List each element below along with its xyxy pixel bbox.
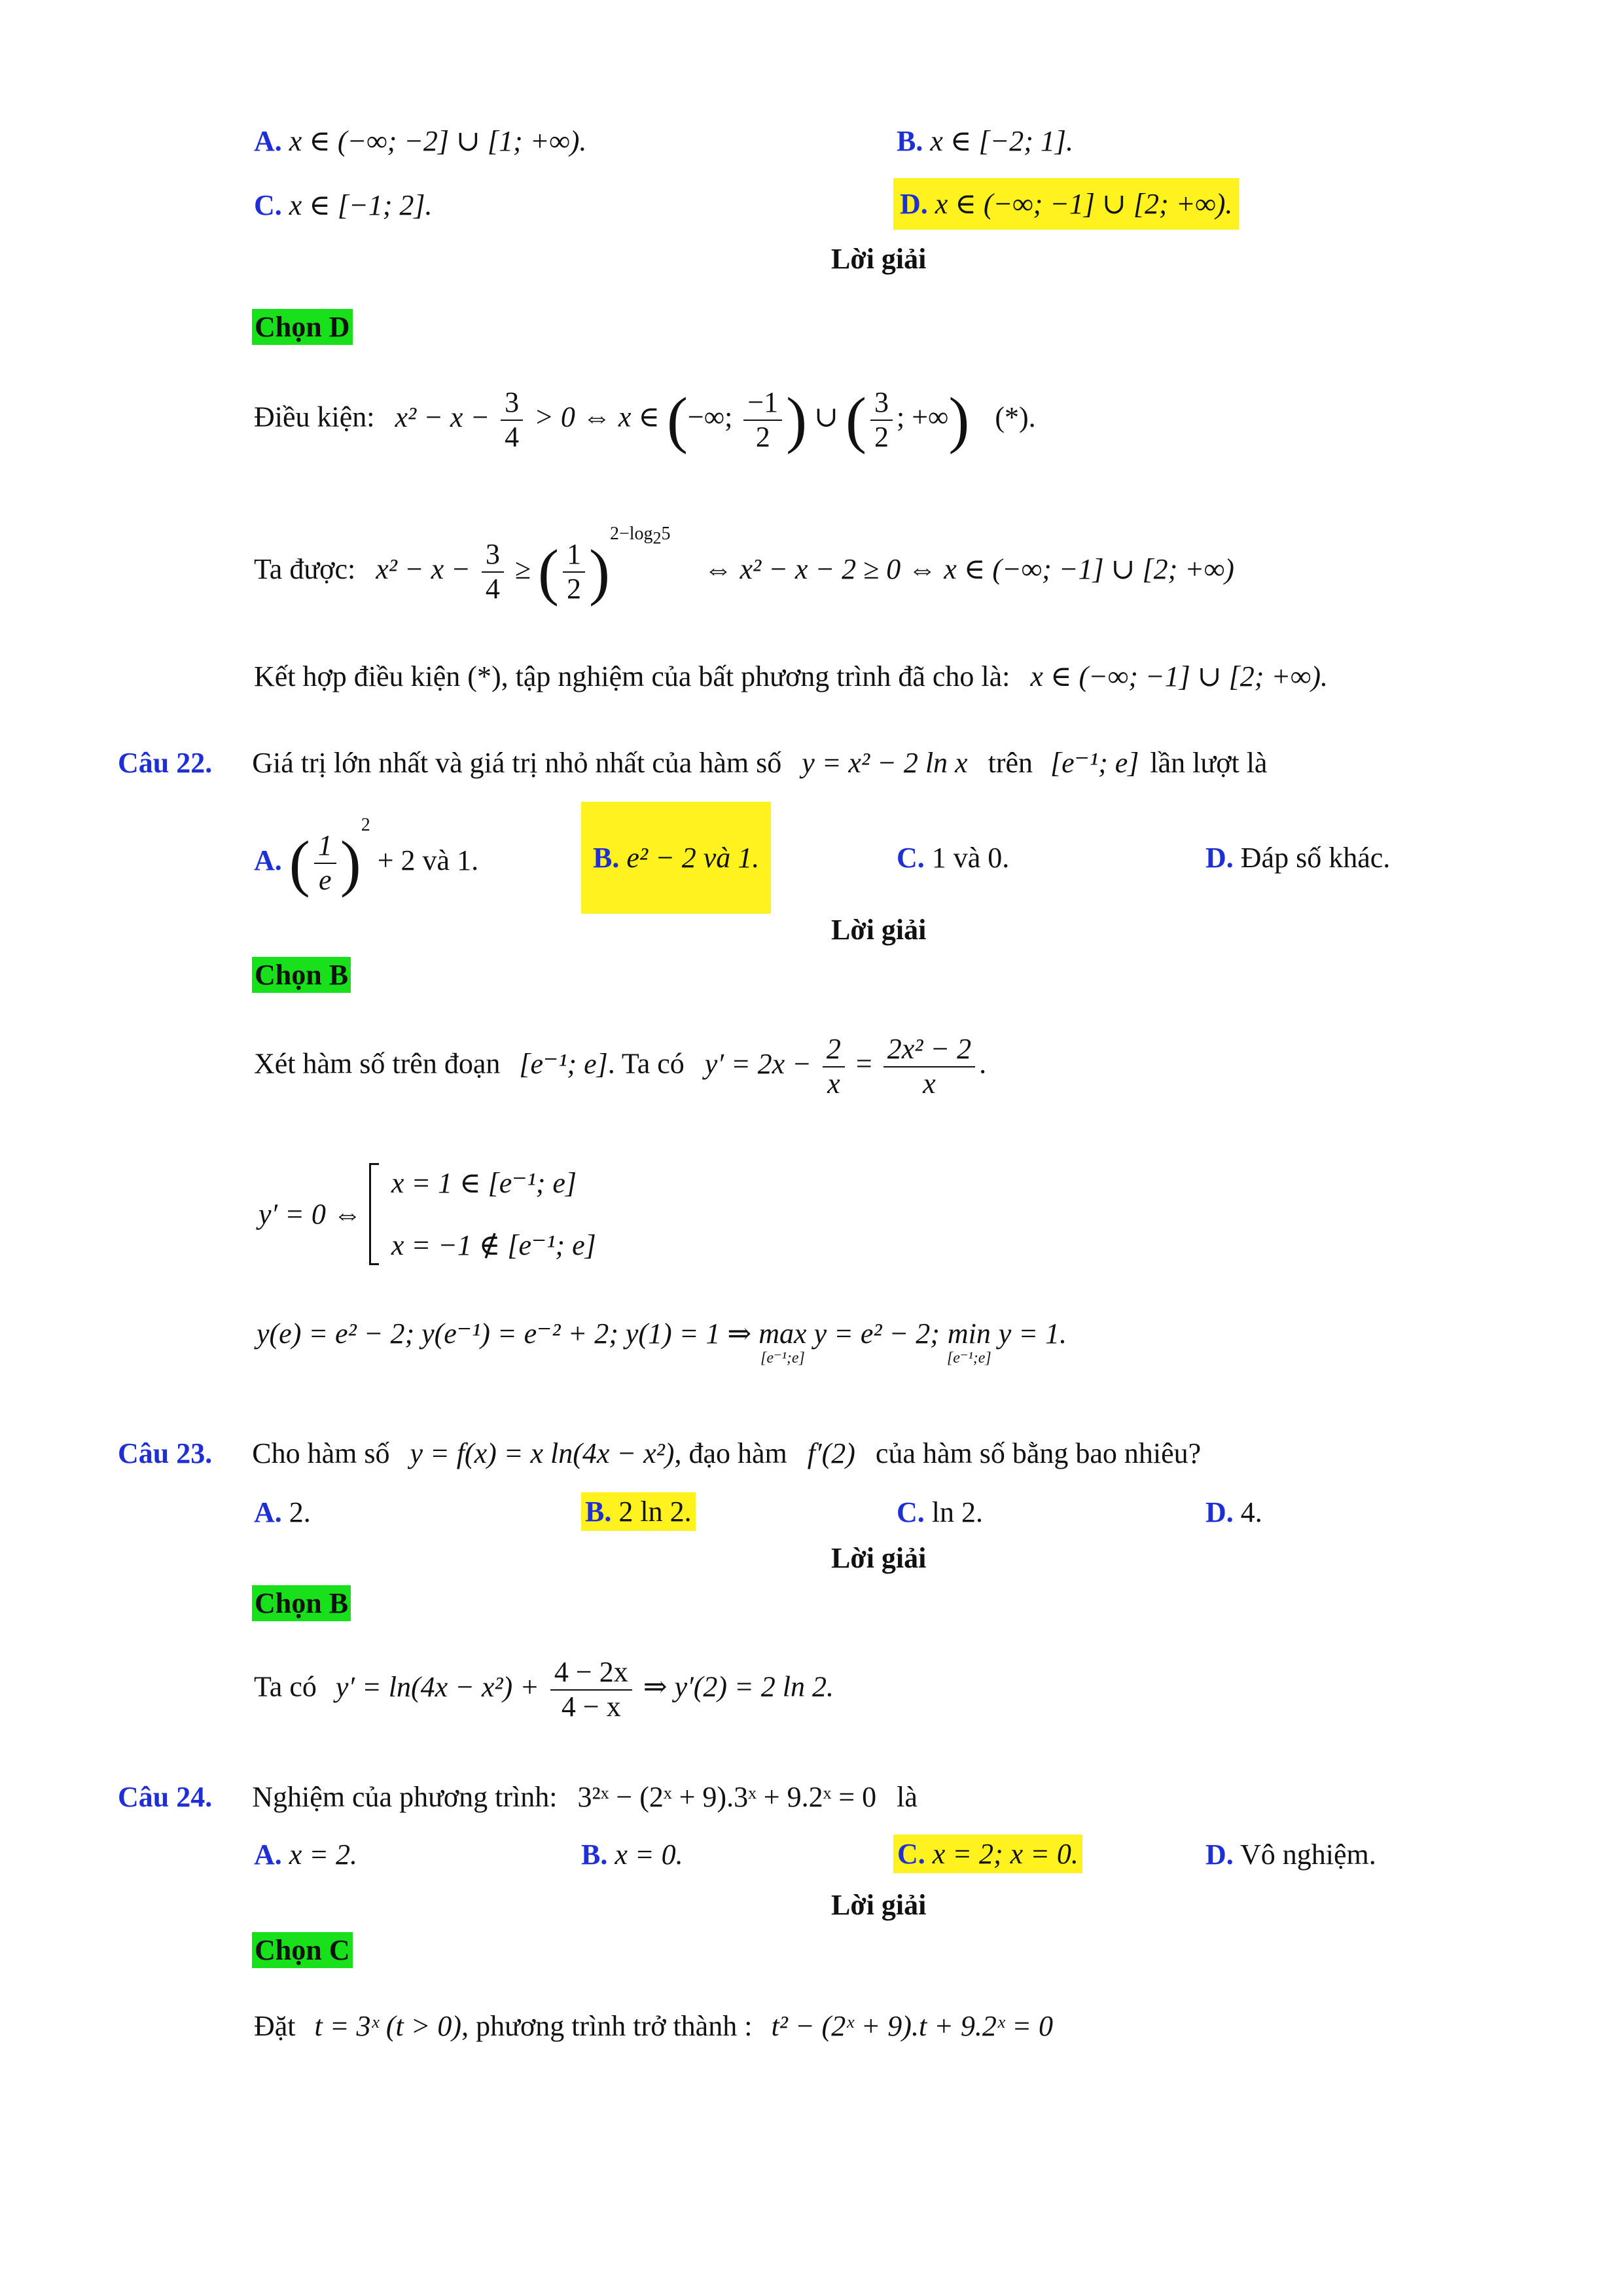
- q21-option-c: [254, 188, 432, 222]
- option-text: e² − 2 và 1.: [626, 842, 760, 874]
- q22-option-d: [1205, 841, 1390, 874]
- q22-option-a: A. ( $\frac{1}{e}$ )$^2$ + 2 và 1.: [254, 815, 479, 898]
- option-text: x ∈ [−2; 1].: [930, 125, 1074, 157]
- option-label: B.: [581, 1839, 608, 1871]
- option-label: C.: [897, 1496, 925, 1528]
- q24-option-c: [893, 1835, 1082, 1873]
- option-text: Vô nghiệm.: [1240, 1839, 1376, 1871]
- option-text: x = 0.: [615, 1839, 683, 1871]
- q22-option-b: [581, 802, 771, 914]
- option-text: 4.: [1240, 1496, 1262, 1528]
- option-label: C.: [254, 189, 282, 221]
- option-label: B.: [593, 842, 620, 874]
- q23-option-c: [897, 1496, 983, 1529]
- q21-option-d: [893, 178, 1239, 230]
- q23-answer-badge: Chọn B: [252, 1585, 351, 1621]
- option-label: B.: [897, 125, 923, 157]
- option-text: x = 2.: [289, 1839, 358, 1871]
- q23-option-a: [254, 1496, 311, 1529]
- q24-option-a: [254, 1838, 357, 1871]
- q22-answer-badge: Chọn B: [252, 957, 351, 993]
- option-label: A.: [254, 125, 282, 157]
- option-text: 2.: [289, 1496, 311, 1528]
- q23-stem: Câu 23. Cho hàm số y = f(x) = x ln(4x − x²), đạo hàm f′(2) của hàm số bằng bao nhiêu?: [118, 1437, 1202, 1469]
- q21-option-a: [254, 124, 586, 158]
- condition-label: Điều kiện:: [254, 401, 375, 433]
- option-label: A.: [254, 1839, 282, 1871]
- q21-condition: Điều kiện: x² − x − $\frac{3}{4}$ > 0 ⇔ x ∈ (−∞; $\frac{-1}{2}$ ) ∪ ( $\frac{3}{2}$ ; +∞) (*).: [254, 384, 1036, 455]
- q22-values: y(e) = e² − 2; y(e⁻¹) = e⁻² + 2; y(1) = 1 ⇒ max [e⁻¹;e] y = e² − 2; min [e⁻¹;e] y = 1.: [257, 1318, 1067, 1367]
- q22-solution-heading: Lời giải: [831, 914, 927, 946]
- q22-stem: Câu 22. Giá trị lớn nhất và giá trị nhỏ nhất của hàm số y = x² − 2 ln x trên [e⁻¹; e] lần lượt là: [118, 747, 1268, 779]
- option-text: Đáp số khác.: [1240, 842, 1391, 874]
- option-text: x = 2; x = 0.: [932, 1838, 1079, 1870]
- q23-solution: Ta có y′ = ln(4x − x²) + $\frac{4 - 2x}{4 - x}$ ⇒ y′(2) = 2 ln 2.: [254, 1656, 834, 1723]
- option-label: A.: [254, 844, 282, 876]
- system-bracket: [369, 1163, 379, 1265]
- q21-solution-heading: Lời giải: [831, 243, 927, 275]
- q23-option-b: [581, 1492, 696, 1531]
- option-label: A.: [254, 1496, 282, 1528]
- q22-critical-points: y′ = 0 ⇔ x = 1 ∈ [e⁻¹; e] x = −1 ∉ [e⁻¹; e]: [259, 1152, 596, 1276]
- q24-substitution: Đặt t = 3ˣ (t > 0), phương trình trở thành : t² − (2ˣ + 9).t + 9.2ˣ = 0: [254, 2010, 1053, 2042]
- option-label: D.: [900, 188, 928, 220]
- q24-option-b: [581, 1838, 683, 1871]
- option-text: x ∈ [−1; 2].: [289, 189, 433, 221]
- question-number: Câu 23.: [118, 1437, 213, 1469]
- q23-solution-heading: Lời giải: [831, 1542, 927, 1574]
- option-label: C.: [897, 1838, 925, 1870]
- derivation-label: Ta được:: [254, 553, 356, 585]
- q21-derivation: Ta được: x² − x − $\frac{3}{4}$ ≥ ( $\frac{1}{2}$ )$^{2-log_25}$ ⇔ x² − x − 2 ≥ 0 ⇔ x ∈ (−∞; −1] ∪ [2; +∞): [254, 524, 1234, 607]
- q24-option-d: [1205, 1838, 1376, 1871]
- fraction: $\frac{3}{4}$: [501, 386, 523, 454]
- option-label: D.: [1205, 842, 1234, 874]
- question-number: Câu 24.: [118, 1781, 213, 1813]
- q21-answer-badge: Chọn D: [252, 309, 353, 345]
- question-number: Câu 22.: [118, 747, 213, 779]
- q21-option-b: [897, 124, 1073, 158]
- option-label: D.: [1205, 1839, 1234, 1871]
- option-text: x ∈ (−∞; −2] ∪ [1; +∞).: [289, 125, 587, 157]
- q22-derivative: Xét hàm số trên đoạn [e⁻¹; e]. Ta có y′ = 2x − $\frac{2}{x}$ = $\frac{\text{2x² − 2}}{x}$ .: [254, 1033, 987, 1100]
- q24-answer-badge: Chọn C: [252, 1932, 353, 1968]
- option-text: + 2 và 1.: [377, 844, 479, 876]
- q21-conclusion: Kết hợp điều kiện (*), tập nghiệm của bất phương trình đã cho là: x ∈ (−∞; −1] ∪ [2; +∞).: [254, 660, 1329, 692]
- q24-stem: Câu 24. Nghiệm của phương trình: 3²ˣ − (2ˣ + 9).3ˣ + 9.2ˣ = 0 là: [118, 1781, 918, 1813]
- option-text: 2 ln 2.: [618, 1496, 692, 1528]
- option-label: D.: [1205, 1496, 1234, 1528]
- q23-option-d: [1205, 1496, 1262, 1529]
- option-text: ln 2.: [931, 1496, 984, 1528]
- q24-solution-heading: Lời giải: [831, 1889, 927, 1921]
- option-text: 1 và 0.: [931, 842, 1010, 874]
- option-label: C.: [897, 842, 925, 874]
- q22-option-c: [897, 841, 1009, 874]
- option-label: B.: [585, 1496, 612, 1528]
- option-text: x ∈ (−∞; −1] ∪ [2; +∞).: [935, 188, 1233, 220]
